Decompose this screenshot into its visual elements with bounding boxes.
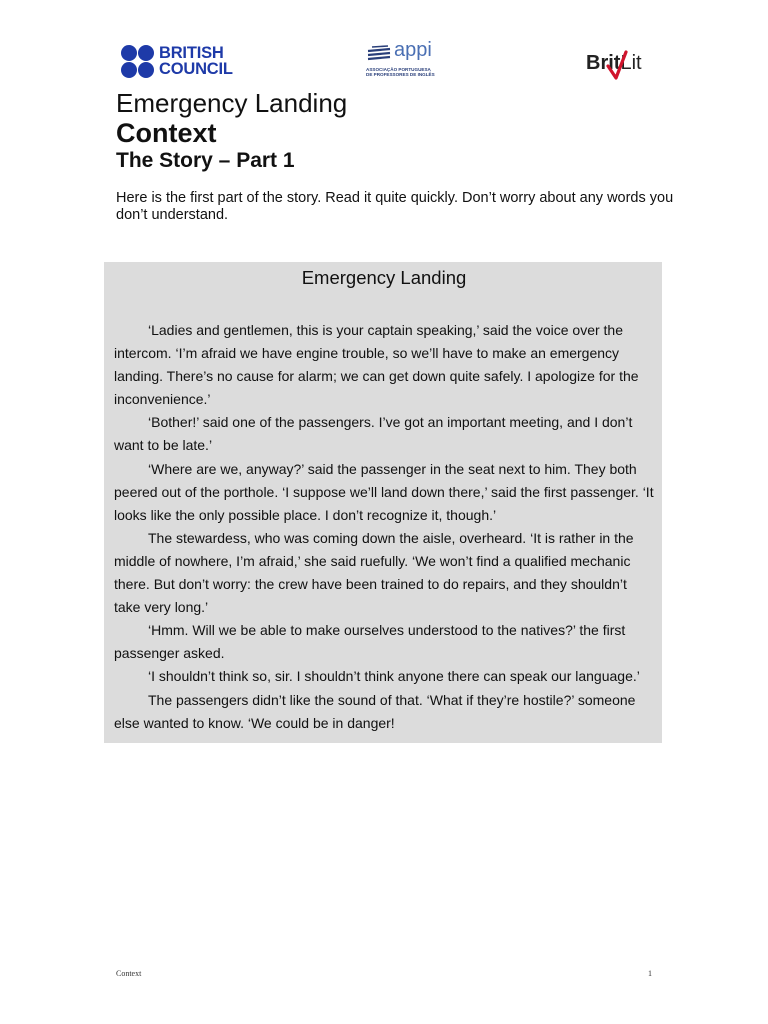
story-paragraph: ‘Ladies and gentlemen, this is your captain speaking,’ said the voice over the intercom. ‘I’m afraid we have engine trouble, so we’ll have to make an emergency landing. There’s no cause for alarm; we can get down quite safely. I apologize for the inconvenience.’ [114, 322, 639, 408]
story-paragraph: ‘Where are we, anyway?’ said the passenger in the seat next to him. They both peered out of the porthole. ‘I suppose we’ll land down there,’ said the first passenger. ‘It looks like the only possible place. I don’t recognize it, though.’ [114, 460, 654, 523]
british-council-logo [121, 43, 233, 79]
intro-text: Here is the first part of the story. Read it quite quickly. Don’t worry about any words you don’t understand. [116, 190, 674, 223]
page-number: 1 [648, 969, 652, 978]
footer-section-label: Context [116, 969, 142, 978]
british-council-dots-icon [121, 45, 154, 78]
section-heading: Context [116, 118, 217, 148]
story-paragraph: ‘I shouldn’t think so, sir. I shouldn’t think anyone there can speak our language.’ [148, 668, 640, 685]
britlit-logo: BritLit [586, 52, 642, 75]
appi-subtitle: ASSOCIAÇÃO PORTUGUESA DE PROFESSORES DE INGLÊS [366, 67, 435, 77]
story-paragraph: The stewardess, who was coming down the aisle, overheard. ‘It is rather in the middle of nowhere, I’m afraid,’ she said ruefully. ‘We won’t find a qualified mechanic there. But don’t worry: the crew have been trained to do repairs, and they shouldn’t take very long.’ [114, 529, 634, 616]
story-body [114, 319, 654, 735]
british-council-wordmark: BRITISH COUNCIL [159, 44, 233, 78]
story-paragraph: The passengers didn’t like the sound of that. ‘What if they’re hostile?’ someone else wanted to know. ‘We could be in danger! [114, 691, 636, 731]
part-subtitle: The Story – Part 1 [116, 149, 295, 172]
appi-logo [364, 39, 444, 80]
appi-wordmark: appi [394, 39, 432, 61]
story-paragraph: ‘Hmm. Will we be able to make ourselves understood to the natives?’ the first passenger asked. [114, 622, 626, 662]
story-title: Emergency Landing [301, 267, 467, 288]
red-check-icon [606, 50, 628, 80]
appi-book-icon [366, 45, 392, 65]
story-paragraph: ‘Bother!’ said one of the passengers. I’ve got an important meeting, and I don’t want to be late.’ [114, 414, 633, 454]
page-title: Emergency Landing [116, 88, 348, 118]
